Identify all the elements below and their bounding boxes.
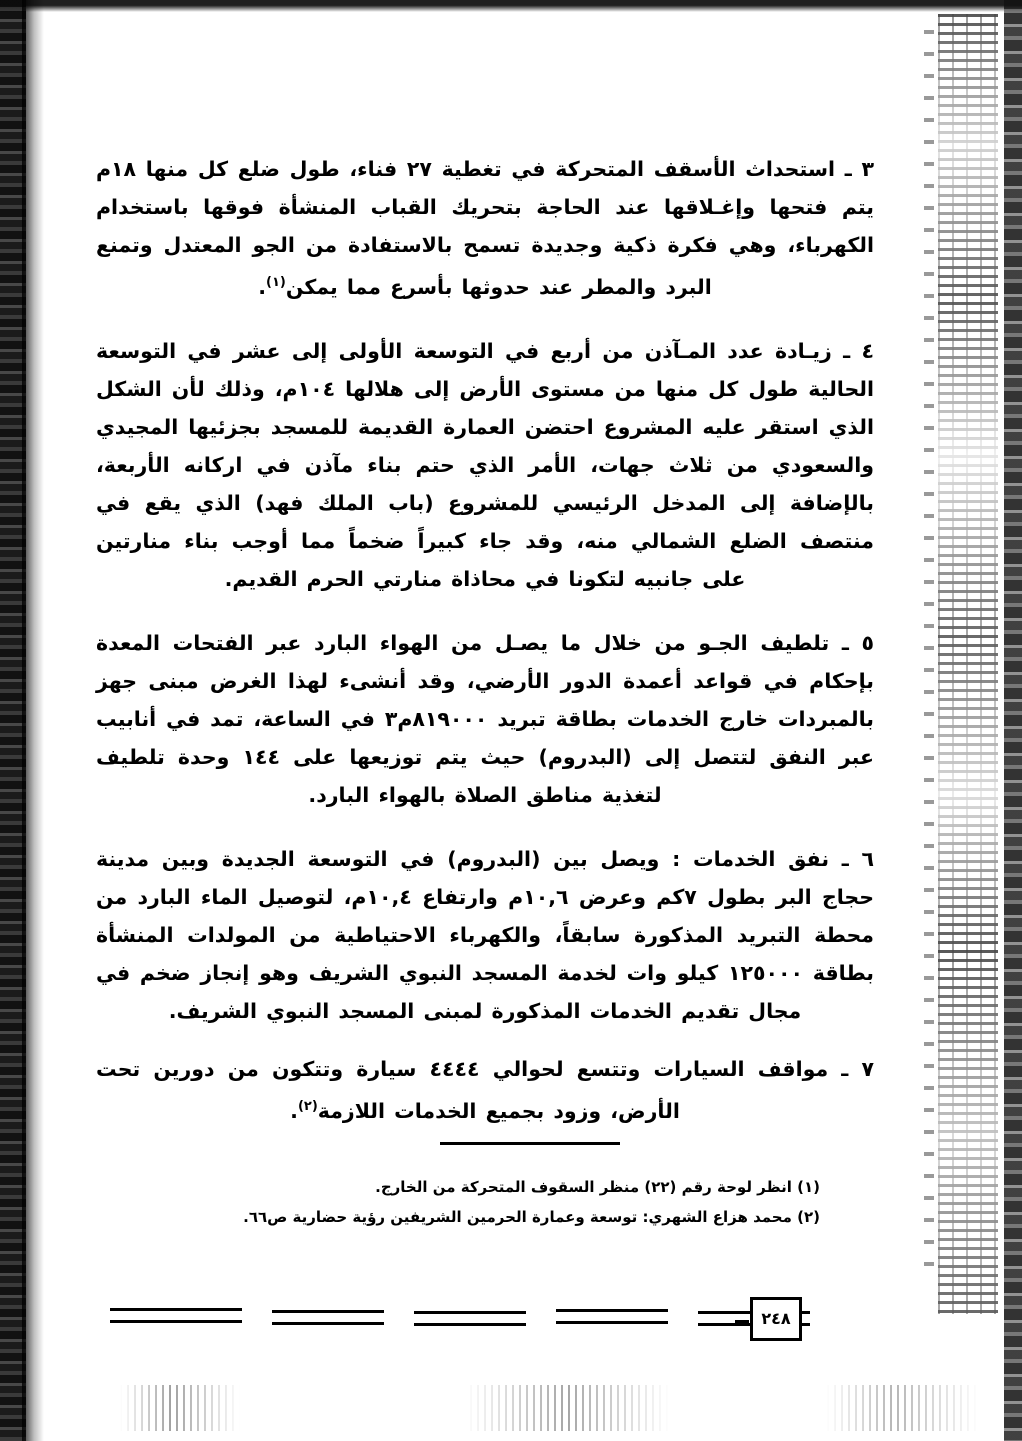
numbered-paragraph-4 xyxy=(96,332,874,598)
paragraph-4-text: ٤ ـ زيـادة عدد المـآذن من أربع في التوسعة الأولى إلى عشر في التوسعة الحالية طول كل منها من مستوى الأرض إلى هلالها ١٠٤م، وذلك لأن الشكل الذي استقر عليه المشروع احتضن العمارة القديمة للمسجد بجزئيها المجيدي والسعودي من ثلاث جهات، الأمر الذي حتم بناء مآذن في اركانه الأربعة، بالإضافة إلى المدخل الرئيسي للمشروع (باب الملك فهد) الذي يقع في منتصف الضلع الشمالي منه، وقد جاء كبيراً ضخماً مما أوجب بناء منارتين على جانبيه لتكونا في محاذاة منارتي الحرم القديم. xyxy=(96,338,875,591)
scan-speckle-bottom-artifact xyxy=(120,1385,980,1431)
page-number-box xyxy=(750,1297,802,1341)
bottom-decorative-divider xyxy=(110,1305,810,1331)
numbered-paragraph-6 xyxy=(96,840,874,1030)
paragraph-3-trailing: . xyxy=(258,274,267,299)
paragraph-3-text: ٣ ـ استحداث الأسقف المتحركة في تغطية ٢٧ فناء، طول ضلع كل منها ١٨م يتم فتحها وإغـلاقها عند الحاجة بتحريك القباب المنشأة فوقها باستخدام الكهرباء، وهي فكرة ذكية وجديدة تسمح بالاستفادة من الجو المعتدل وتمنع البرد والمطر عند حدوثها بأسرع مما يمكن xyxy=(96,157,874,299)
footnote-list xyxy=(96,1172,820,1232)
numbered-paragraph-3 xyxy=(96,150,874,306)
page-number-tick-mark xyxy=(735,1320,749,1323)
scan-edge-right-artifact xyxy=(1004,0,1022,1441)
paragraph-6-text: ٦ ـ نفق الخدمات : ويصل بين (البدروم) في التوسعة الجديدة وبين مدينة حجاج البر بطول ٧كم وعرض ١٠,٦م وارتفاع ١٠,٤م، لتوصيل الماء البارد من محطة التبريد المذكورة سابقاً، والكهرباء الاحتياطية من المولدات المنشأة بطاقة ١٢٥٠٠٠ كيلو وات لخدمة المسجد النبوي الشريف وهو إنجاز ضخم في مجال تقديم الخدمات المذكورة لمبنى المسجد النبوي الشريف. xyxy=(96,846,875,1023)
divider-segment-5 xyxy=(110,1308,242,1323)
paragraph-7-text: ٧ ـ مواقف السيارات وتتسع لحوالي ٤٤٤٤ سيارة وتتكون من دورين تحت الأرض، وزود بجميع الخدمات اللازمة xyxy=(96,1056,874,1123)
footnote-separator-rule xyxy=(440,1142,620,1145)
page-number: ٢٤٨ xyxy=(761,1309,791,1328)
facing-page-bleedthrough-artifact xyxy=(938,14,998,1314)
paragraph-7-trailing: . xyxy=(290,1098,298,1123)
footnote-ref-2: (٢) xyxy=(297,1098,318,1114)
footnote-item-1: (١) انظر لوحة رقم (٢٢) منظر السقوف المتحركة من الخارج. xyxy=(375,1178,820,1196)
numbered-paragraph-5 xyxy=(96,624,874,814)
paragraph-5-text: ٥ ـ تلطيف الجـو من خلال ما يصـل من الهواء البارد عبر الفتحات المعدة بإحكام في قواعد أعمدة الدور الأرضي، وقد أنشىء لهذا الغرض مبنى جهز بالمبردات خارج الخدمات بطاقة تبريد ٨١٩٠٠٠م٣ في الساعة، تمد في أنابيب عبر النفق لتتصل إلى (البدروم) حيث يتم توزيعها على ١٤٤ وحدة تلطيف لتغذية مناطق الصلاة بالهواء البارد. xyxy=(96,630,874,807)
divider-segment-2 xyxy=(556,1309,668,1324)
scan-edge-top-artifact xyxy=(0,0,1022,12)
page-body-text xyxy=(96,150,874,1156)
divider-segment-4 xyxy=(272,1310,384,1325)
book-spine-shadow-artifact xyxy=(924,30,934,1270)
footnote-ref-1: (١) xyxy=(266,275,286,290)
footnote-item-2: (٢) محمد هزاع الشهري: توسعة وعمارة الحرمين الشريفين رؤية حضارية ص٦٦. xyxy=(243,1208,820,1226)
divider-segment-3 xyxy=(414,1311,526,1326)
numbered-paragraph-7 xyxy=(96,1050,874,1130)
scan-edge-left-feather-artifact xyxy=(22,0,44,1441)
